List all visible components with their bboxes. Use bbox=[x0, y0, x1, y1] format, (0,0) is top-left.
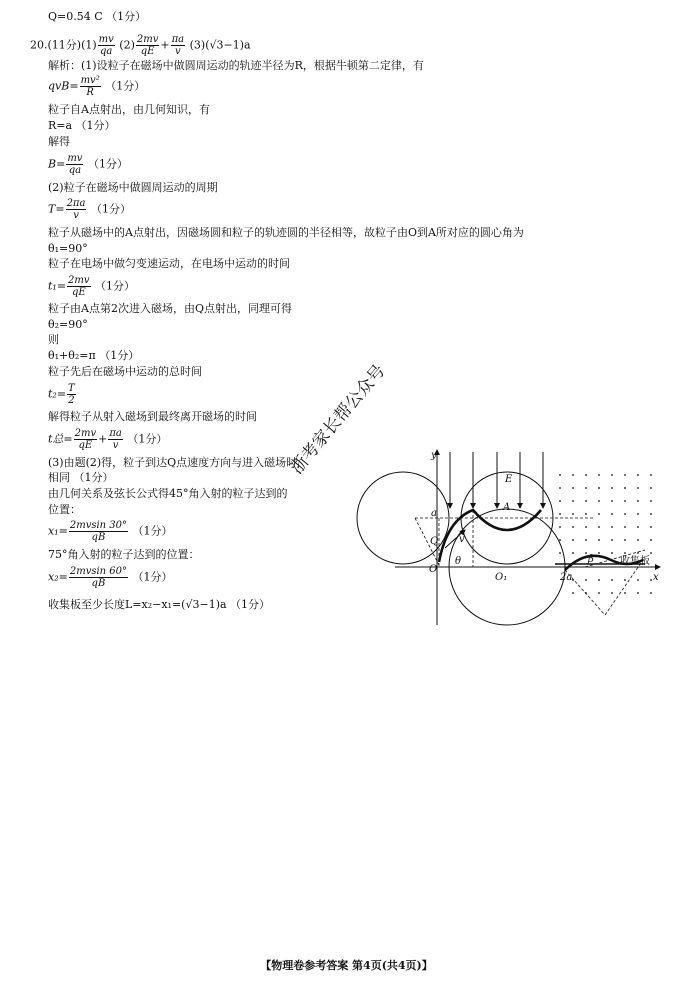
eq-qvb: qvB= $\frac{\text{mv²}}{R}$ （1分） bbox=[48, 75, 146, 98]
frac-pia-v: $\frac{\pi a}{v}$ bbox=[171, 34, 185, 57]
label-a-point: A bbox=[503, 502, 511, 513]
line-part2: (2)粒子在磁场中做圆周运动的周期 bbox=[48, 181, 218, 194]
label-2a: 2a bbox=[560, 572, 573, 583]
watermark: 浙考家长帮公众号 bbox=[286, 361, 390, 479]
line-solve: 解得 bbox=[48, 135, 70, 148]
label-collector: 收集板 bbox=[620, 556, 650, 567]
eq-t2: t₂= $\frac{T}{2}$ bbox=[48, 383, 75, 406]
line-part3a: (3)由题(2)得，粒子到达Q点速度方向与进入磁场时 bbox=[48, 456, 298, 469]
eq-t1: t₁= $\frac{2mv}{qE}$ （1分） bbox=[48, 275, 136, 298]
page-footer: 【物理卷参考答案 第4页(共4页)】 bbox=[260, 959, 433, 972]
label-e: E bbox=[505, 474, 513, 485]
label-x: x bbox=[653, 572, 659, 583]
line-part3c: 由几何关系及弦长公式得45°角入射的粒子达到的 bbox=[48, 487, 288, 500]
electric-field-arrows bbox=[450, 452, 543, 508]
label-y: y bbox=[431, 450, 437, 461]
eq-r: R=a （1分） bbox=[48, 119, 116, 132]
line-part3d: 位置： bbox=[48, 503, 81, 516]
eq-x2: x₂= $\frac{2mvsin 60^\circ}{qB}$ （1分） bbox=[48, 566, 173, 589]
label-o1: O₁ bbox=[495, 572, 508, 583]
eq-theta1: θ₁=90° bbox=[48, 242, 88, 255]
label-a: a bbox=[431, 508, 437, 519]
eq-theta-sum: θ₁+θ₂=π （1分） bbox=[48, 349, 140, 362]
label-theta: θ bbox=[455, 556, 462, 567]
eq-t: T= $\frac{2\pi a}{v}$ （1分） bbox=[48, 198, 131, 221]
magnetic-field-dots bbox=[559, 474, 652, 594]
label-q: Q bbox=[430, 536, 439, 547]
plus: + bbox=[160, 38, 170, 52]
label-v: v bbox=[459, 534, 465, 545]
line-analysis: 解析：(1)设粒子在磁场中做圆周运动的轨迹半径为R，根据牛顿第二定律，有 bbox=[48, 59, 424, 72]
label-beta: β bbox=[588, 554, 594, 565]
line-total: 粒子先后在磁场中运动的总时间 bbox=[48, 365, 202, 378]
line-electric: 粒子在电场中做匀变速运动，在电场中运动的时间 bbox=[48, 257, 290, 270]
line-then: 则 bbox=[48, 333, 59, 346]
eq-theta2: θ₂=90° bbox=[48, 318, 88, 331]
eq-b: B= $\frac{mv}{qa}$ （1分） bbox=[48, 153, 128, 176]
q20-head: 20.(11分)(1) bbox=[30, 38, 97, 52]
label-o: O bbox=[429, 564, 438, 575]
line-final: 解得粒子从射入磁场到最终离开磁场的时间 bbox=[48, 410, 257, 423]
physics-diagram bbox=[355, 430, 670, 630]
frac-mv-qa: $\frac{mv}{qa}$ bbox=[98, 34, 114, 57]
q20-tail: (3)(√3−1)a bbox=[186, 38, 251, 52]
eq-length: 收集板至少长度L=x₂−x₁=(√3−1)a （1分） bbox=[48, 598, 271, 611]
frac-2mv-qE: $\frac{2mv}{qE}$ bbox=[136, 34, 159, 57]
eq-t-total: t总= $\frac{2mv}{qE}$ + $\frac{\pi a}{v}$ （1分） bbox=[48, 428, 168, 451]
eq-x1: x₁= $\frac{2mvsin 30^\circ}{qB}$ （1分） bbox=[48, 520, 173, 543]
line-part3b: 相同 （1分） bbox=[48, 471, 114, 484]
line-second: 粒子由A点第2次进入磁场，由Q点射出，同理可得 bbox=[48, 302, 292, 315]
line-75: 75°角入射的粒子达到的位置： bbox=[48, 548, 200, 561]
q20-answer bbox=[30, 34, 251, 57]
line-q: Q=0.54 C （1分） bbox=[48, 10, 147, 23]
line-part2b: 粒子从磁场中的A点射出，因磁场圆和粒子的轨迹圆的半径相等，故粒子由O到A所对应的圆心角为 bbox=[48, 226, 524, 239]
line-exit-a: 粒子自A点射出，由几何知识，有 bbox=[48, 103, 210, 116]
q20-mid: (2) bbox=[115, 38, 135, 52]
